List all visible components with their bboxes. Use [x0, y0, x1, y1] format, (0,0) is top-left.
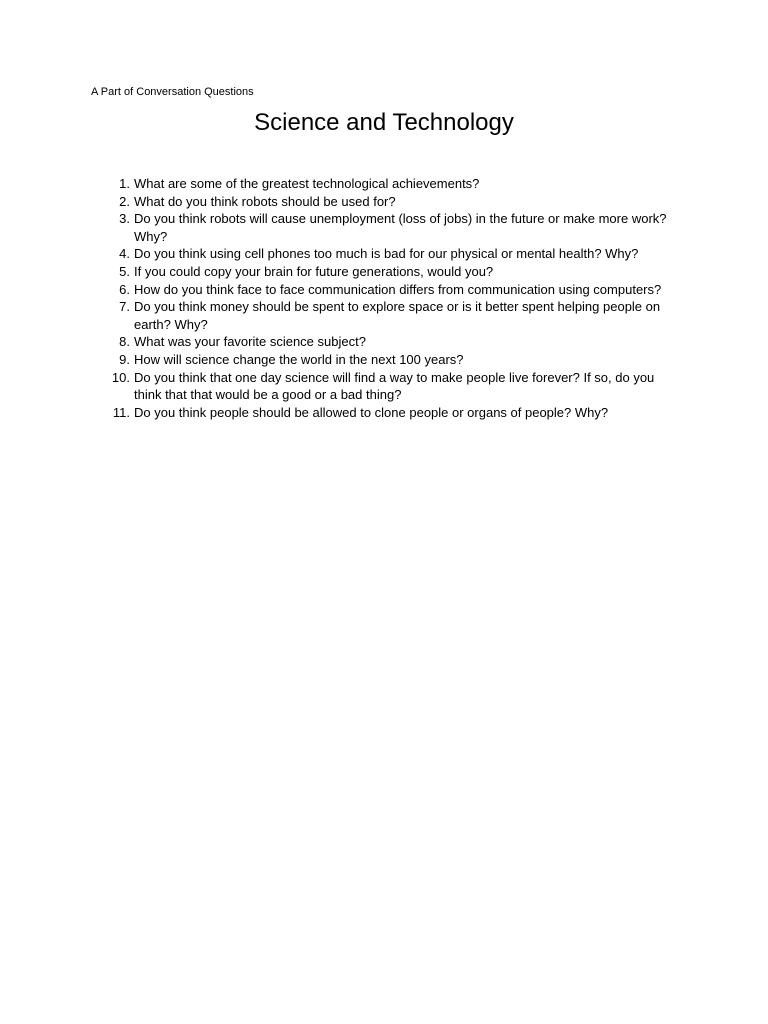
list-item [104, 281, 684, 299]
question-text: Do you think money should be spent to explore space or is it better spent helping people on earth? Why? [134, 299, 661, 332]
list-item [104, 263, 684, 281]
list-item [104, 210, 684, 245]
question-text: Do you think that one day science will find a way to make people live forever? If so, do you think that that would be a good or a bad thing? [134, 369, 655, 403]
list-item [104, 193, 684, 211]
question-text: If you could copy your brain for future generations, would you? [134, 263, 494, 279]
question-text: What was your favorite science subject? [134, 334, 366, 350]
question-number: 4. [119, 246, 130, 262]
question-number: 3. [119, 211, 130, 227]
question-text: Do you think using cell phones too much is bad for our physical or mental health? Why? [134, 246, 639, 262]
page-title: Science and Technology [254, 109, 514, 136]
list-item [104, 333, 684, 351]
question-number: 7. [119, 299, 130, 315]
question-list [104, 175, 684, 421]
list-item [104, 175, 684, 193]
list-item [104, 351, 684, 369]
question-text: What are some of the greatest technological achievements? [134, 176, 480, 191]
header-note: A Part of Conversation Questions [91, 86, 254, 98]
question-number: 11. [112, 404, 130, 420]
question-text: Do you think robots will cause unemployment (loss of jobs) in the future or make more work? Why? [134, 211, 667, 244]
question-number: 5. [119, 263, 130, 279]
question-text: Do you think people should be allowed to clone people or organs of people? Why? [134, 404, 609, 420]
question-number: 8. [119, 334, 130, 350]
question-number: 2. [119, 193, 130, 209]
question-number: 6. [119, 281, 130, 297]
list-item [104, 369, 684, 404]
question-number: 1. [119, 176, 130, 191]
list-item [104, 404, 684, 422]
question-number: 10. [111, 369, 130, 385]
question-text: How will science change the world in the next 100 years? [134, 351, 464, 367]
question-text: How do you think face to face communication differs from communication using computers? [134, 281, 662, 297]
list-item [104, 298, 684, 333]
question-number: 9. [119, 351, 130, 367]
list-item [104, 245, 684, 263]
question-text: What do you think robots should be used for? [134, 193, 396, 209]
